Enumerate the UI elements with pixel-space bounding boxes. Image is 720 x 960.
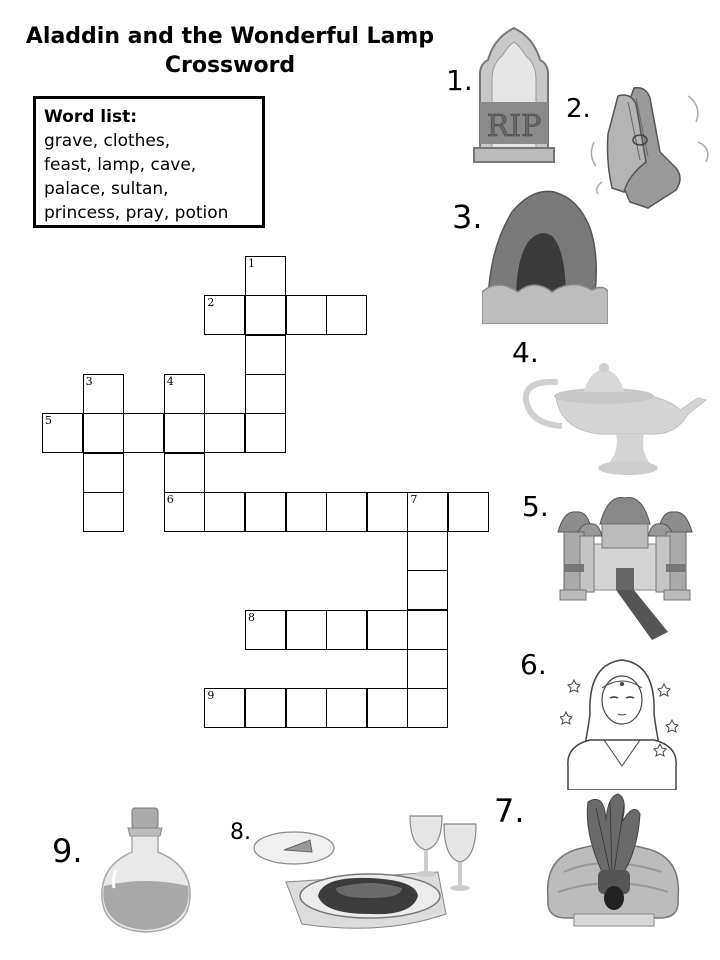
crossword-cell[interactable] [286, 688, 327, 728]
crossword-cell[interactable] [245, 256, 286, 296]
cave-icon [482, 188, 608, 324]
crossword-cell[interactable] [164, 492, 205, 532]
clue-number: 6 [166, 492, 174, 506]
crossword-cell[interactable] [204, 492, 245, 532]
clue-label-4: 4. [512, 336, 539, 369]
clue-number: 2 [207, 296, 215, 310]
clue-label-8: 8. [230, 820, 251, 845]
crossword-cell[interactable] [83, 413, 124, 453]
crossword-cell[interactable] [326, 295, 367, 335]
clue-number: 9 [207, 689, 215, 703]
crossword-cell[interactable] [245, 688, 286, 728]
crossword-cell[interactable] [367, 492, 408, 532]
clue-number: 8 [248, 610, 255, 624]
crossword-cell[interactable] [164, 453, 205, 493]
crossword-cell[interactable] [286, 492, 327, 532]
crossword-cell[interactable] [286, 295, 327, 335]
crossword-cell[interactable] [164, 413, 205, 453]
word-list-line: grave, clothes, [44, 131, 171, 151]
crossword-cell[interactable] [407, 649, 448, 689]
crossword-cell[interactable] [326, 610, 367, 650]
crossword-cell[interactable] [204, 688, 245, 728]
word-list-line: princess, pray, potion [44, 203, 229, 223]
word-list-heading: Word list: [44, 107, 137, 127]
word-list-line: feast, lamp, cave, [44, 155, 197, 175]
crossword-cell[interactable] [367, 610, 408, 650]
crossword-cell[interactable] [164, 374, 205, 414]
crossword-cell[interactable] [245, 295, 286, 335]
crossword-cell[interactable] [83, 453, 124, 493]
title-line-2: Crossword [164, 53, 296, 78]
crossword-cell[interactable] [245, 374, 286, 414]
princess-icon [560, 654, 686, 790]
crossword-cell[interactable] [326, 492, 367, 532]
sultan-turban-icon [544, 792, 682, 932]
clue-label-6: 6. [520, 648, 547, 681]
clue-label-9: 9. [52, 832, 83, 870]
crossword-cell[interactable] [204, 413, 245, 453]
crossword-cell[interactable] [42, 413, 83, 453]
crossword-cell[interactable] [245, 335, 286, 375]
crossword-cell[interactable] [245, 610, 286, 650]
crossword-cell[interactable] [83, 492, 124, 532]
clue-number: 4 [166, 374, 174, 388]
clue-label-5: 5. [522, 490, 549, 523]
clue-number: 1 [248, 257, 255, 270]
clue-number: 5 [45, 414, 52, 428]
clue-number: 7 [410, 492, 418, 506]
clue-label-3: 3. [452, 198, 483, 236]
crossword-cell[interactable] [407, 610, 448, 650]
crossword-cell[interactable] [407, 570, 448, 610]
crossword-cell[interactable] [204, 295, 245, 335]
crossword-cell[interactable] [83, 374, 124, 414]
crossword-cell[interactable] [286, 610, 327, 650]
clue-number: 3 [85, 374, 93, 388]
crossword-cell[interactable] [407, 492, 448, 532]
gravestone-icon [470, 24, 558, 166]
word-list-line: palace, sultan, [44, 179, 169, 199]
clue-label-7: 7. [494, 792, 525, 830]
clue-label-1: 1. [446, 64, 473, 97]
crossword-cell[interactable] [123, 413, 164, 453]
magic-lamp-icon [520, 360, 710, 478]
crossword-cell[interactable] [407, 531, 448, 571]
crossword-cell[interactable] [326, 688, 367, 728]
clue-label-2: 2. [566, 94, 591, 124]
crossword-cell[interactable] [245, 413, 286, 453]
gravestone-engraving: RIP [486, 109, 542, 144]
palace-icon [556, 494, 694, 640]
crossword-cell[interactable] [407, 688, 448, 728]
feast-icon [252, 806, 484, 934]
crossword-cell[interactable] [367, 688, 408, 728]
title-line-1: Aladdin and the Wonderful Lamp [25, 24, 435, 49]
potion-bottle-icon [96, 806, 196, 936]
crossword-cell[interactable] [245, 492, 286, 532]
crossword-cell[interactable] [448, 492, 489, 532]
